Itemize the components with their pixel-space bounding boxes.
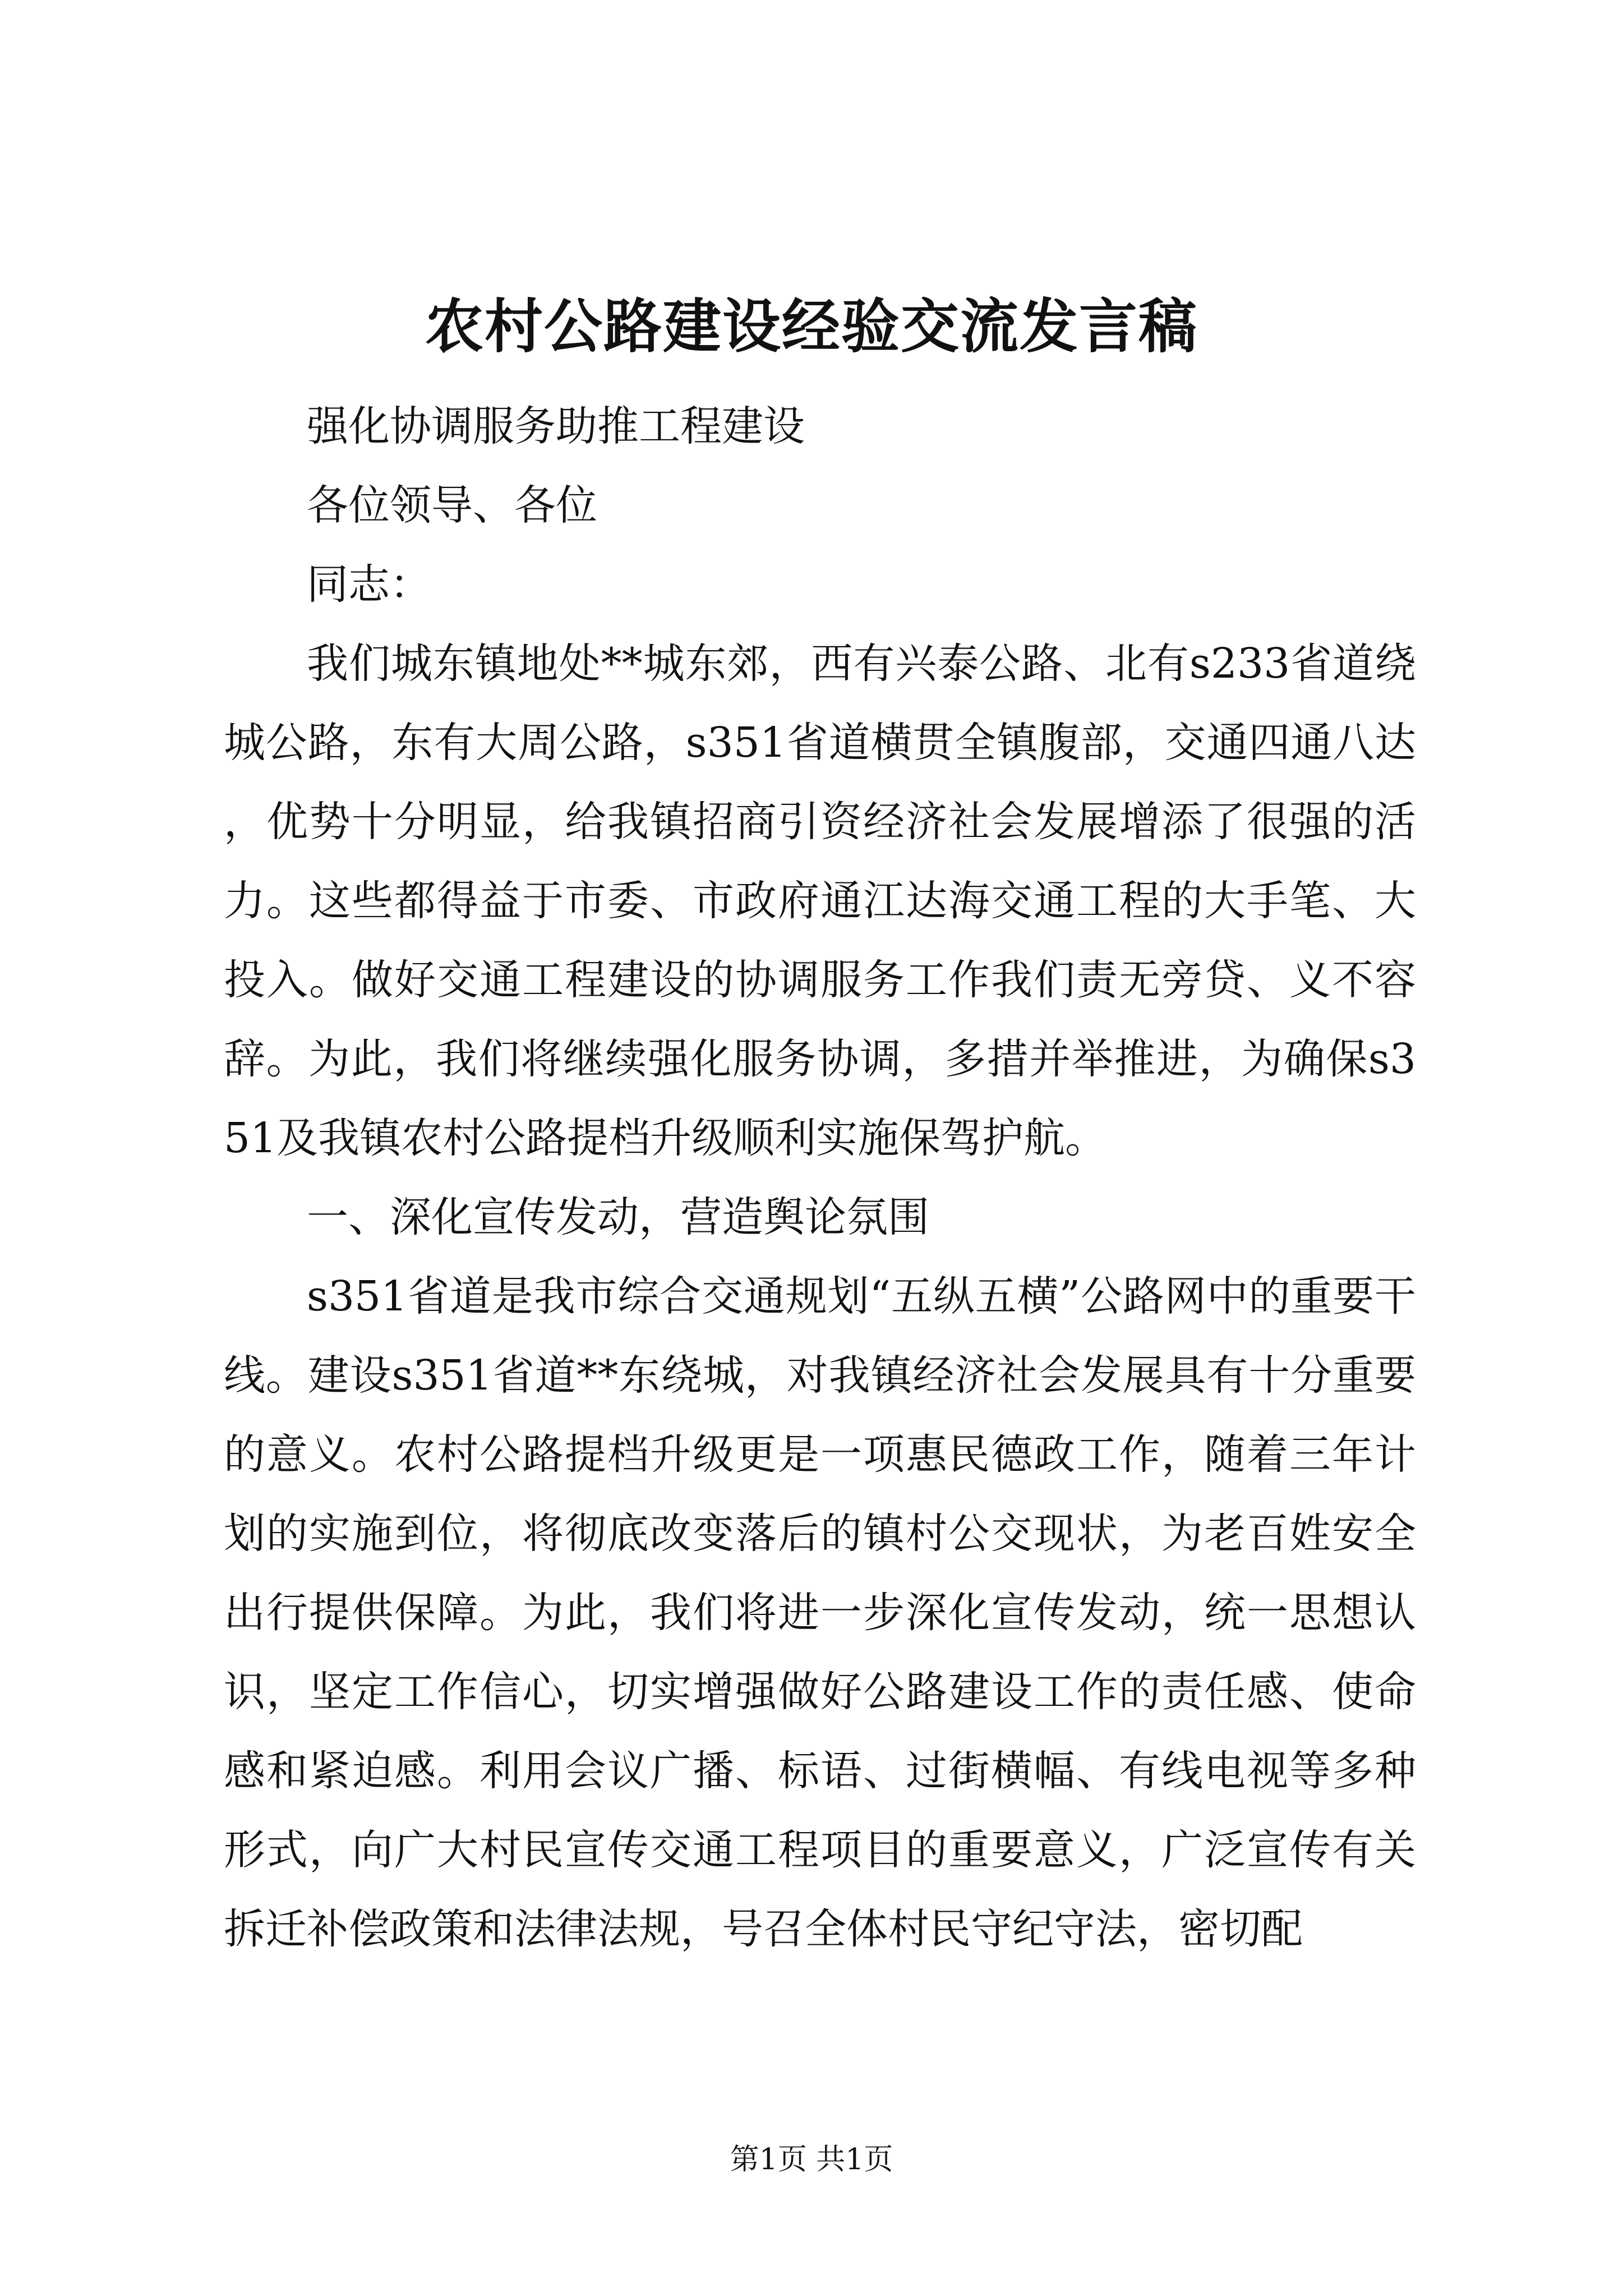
document-title: 农村公路建设经验交流发言稿 [425,292,1198,361]
section-heading: 一、深化宣传发动，营造舆论氛围 [307,1193,929,1241]
section-paragraph: s351省道是我市综合交通规划“五纵五横”公路网中的重要干线。建设s351省道**东绕城，对我镇经济社会发展具有十分重要的意义。农村公路提档升级更是一项惠民德政工作，随着三年计划的实施到位，将彻底改变落后的镇村公交现状，为老百姓安全出行提供保障。为此，我们将进一步深化宣传发动，统一思想认识，坚定工作信心，切实增强做好公路建设工作的责任感、使命感和紧迫感。利用会议广播、标语、过街横幅、有线电视等多种形式，向广大村民宣传交通工程项目的重要意义，广泛宣传有关拆迁补偿政策和法律法规，号召全体村民守纪守法，密切配 [224,1272,1416,1953]
subtitle-paragraph: 强化协调服务助推工程建设 [307,402,805,450]
intro-paragraph: 我们城东镇地处**城东郊，西有兴泰公路、北有s233省道绕城公路，东有大周公路，s351省道横贯全镇腹部，交通四通八达，优势十分明显，给我镇招商引资经济社会发展增添了很强的活力。这些都得益于市委、市政府通江达海交通工程的大手笔、大投入。做好交通工程建设的协调服务工作我们责无旁贷、义不容辞。为此，我们将继续强化服务协调，多措并举推进，为确保s351及我镇农村公路提档升级顺利实施保驾护航。 [224,639,1416,1162]
salutation-line: 各位领导、各位 [307,481,597,530]
document-body [224,387,1416,1969]
page-number-footer: 第1页 共1页 [730,2143,893,2177]
salutation-continuation: 同志： [307,560,431,609]
